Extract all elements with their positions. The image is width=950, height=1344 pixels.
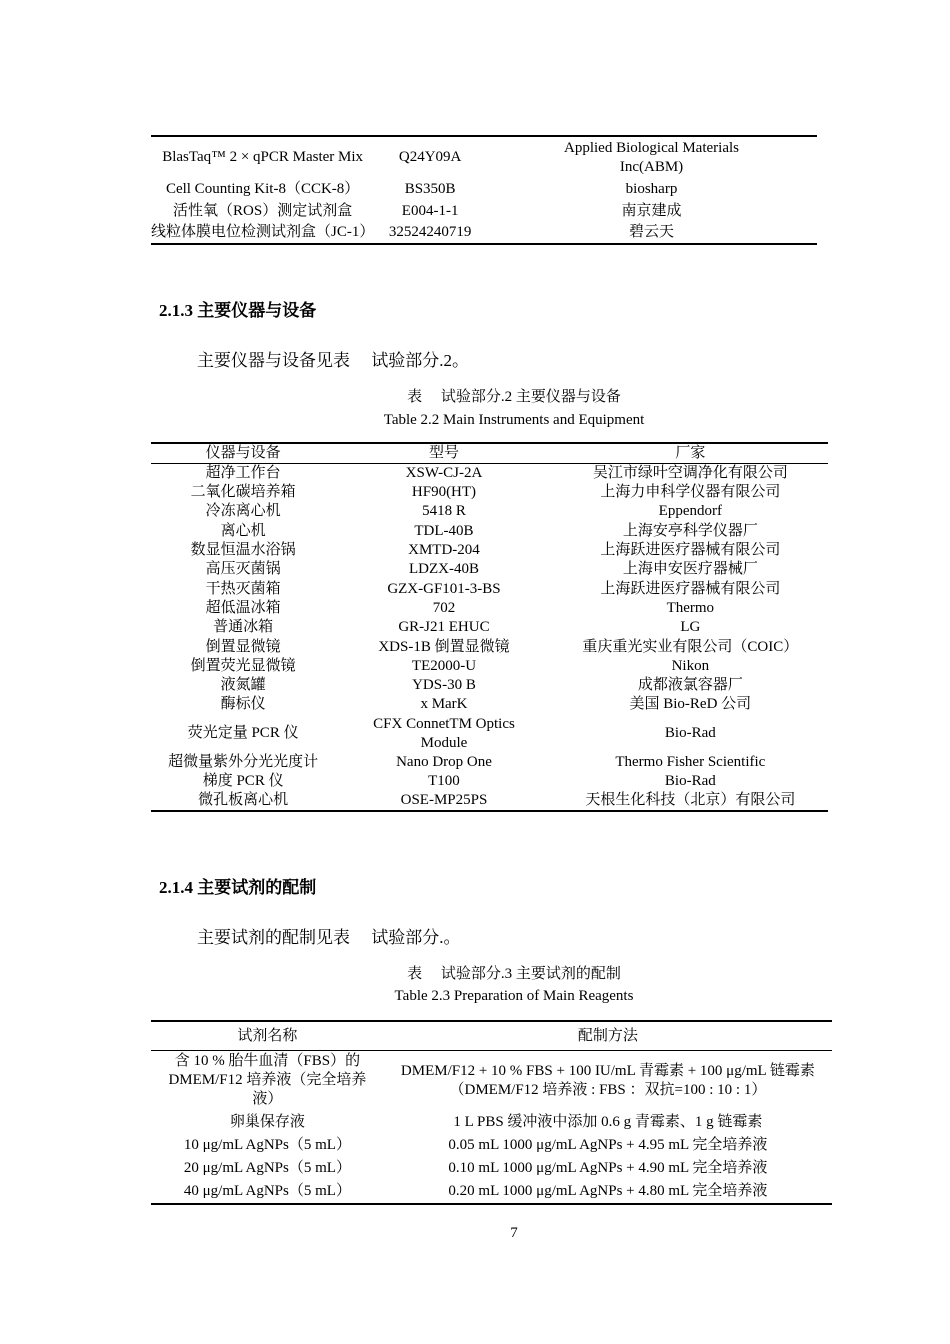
table-cell: OSE-MP25PS: [400, 792, 488, 809]
table-cell: Applied Biological Materials Inc(ABM): [564, 139, 739, 175]
table-cell: YDS-30 B: [412, 677, 476, 694]
table-cell: 超微量紫外分光光度计: [168, 753, 319, 770]
table-cell: 0.05 mL 1000 μg/mL AgNPs + 4.95 mL 完全培养液: [448, 1136, 768, 1153]
table-cell: 卵巢保存液: [229, 1113, 305, 1130]
table-cell: 离心机: [220, 522, 266, 539]
table-cell: 线粒体膜电位检测试剂盒（JC-1）: [151, 224, 375, 240]
table-cell: Nikon: [671, 657, 710, 674]
table-cell: 倒置荧光显微镜: [190, 657, 296, 674]
table-row: [151, 599, 828, 618]
table-row: [151, 136, 817, 178]
table-row: [151, 695, 828, 714]
table-cell: 酶标仪: [220, 696, 266, 713]
table-cell: 20 μg/mL AgNPs（5 mL）: [183, 1159, 351, 1176]
table-caption-en: Table 2.2 Main Instruments and Equipment: [383, 412, 645, 428]
table-cell: 40 μg/mL AgNPs（5 mL）: [183, 1182, 351, 1199]
column-header: 厂家: [553, 443, 828, 464]
table-cell: 上海跃进医疗器械有限公司: [600, 542, 781, 559]
table-row: [151, 1157, 832, 1180]
table-cell: XDS-1B 倒置显微镜: [378, 638, 510, 655]
table-cell: 梯度 PCR 仪: [202, 773, 284, 789]
table-cell: 上海申安医疗器械厂: [622, 561, 758, 578]
table-cell: LDZX-40B: [408, 561, 479, 578]
table-cell: 成都液氯容器厂: [637, 677, 743, 694]
section-paragraph: 主要仪器与设备见表 试验部分.2。: [197, 351, 469, 370]
section-heading: 2.1.3 主要仪器与设备: [159, 301, 317, 320]
table-cell: 活性氧（ROS）测定试剂盒: [173, 202, 353, 219]
table-cell: Bio-Rad: [664, 725, 716, 742]
table-cell: LG: [680, 619, 701, 636]
table-cell: 二氧化碳培养箱: [190, 484, 296, 501]
table-cell: 数显恒温水浴锅: [190, 542, 296, 559]
table-cell: BS350B: [404, 180, 456, 197]
table-row: [151, 483, 828, 502]
table-cell: 5418 R: [422, 503, 466, 520]
table-cell: BlasTaq™ 2 × qPCR Master Mix: [162, 149, 364, 165]
table-row: [151, 1134, 832, 1157]
table-cell: Thermo Fisher Scientific: [615, 753, 766, 770]
table-cell: 超低温冰箱: [205, 599, 281, 616]
table-cell: 美国 Bio-ReD 公司: [629, 696, 752, 713]
table-cell: Eppendorf: [658, 503, 722, 520]
table-cell: Q24Y09A: [398, 149, 462, 165]
table-header-row: [151, 443, 828, 464]
table-caption-cn: 表 试验部分.3 主要试剂的配制: [407, 966, 621, 982]
table-row: [151, 464, 828, 484]
table-cell: E004-1-1: [401, 202, 459, 219]
section-paragraph: 主要试剂的配制见表 试验部分.。: [197, 928, 461, 947]
table-row: [151, 1111, 832, 1134]
table-cell: DMEM/F12 + 10 % FBS + 100 IU/mL 青霉素 + 100 μg/mL 链霉素（DMEM/F12 培养液 : FBS ：双抗=100 : 10 : 1）: [400, 1062, 815, 1098]
table-row: [151, 753, 828, 772]
table-cell: 荧光定量 PCR 仪: [187, 725, 299, 742]
table-row: [151, 541, 828, 560]
table-row: [151, 1180, 832, 1204]
table-row: [151, 715, 828, 753]
table-cell: CFX ConnetTM Optics Module: [373, 715, 515, 751]
column-header: 配制方法: [384, 1021, 832, 1051]
table-cell: 上海跃进医疗器械有限公司: [600, 580, 781, 597]
table-cell: 702: [432, 599, 456, 616]
column-header: 型号: [335, 443, 552, 464]
table-row: [151, 1051, 832, 1111]
table-cell: biosharp: [625, 180, 678, 197]
table-row: [151, 637, 828, 656]
table-cell: 吴江市绿叶空调净化有限公司: [592, 465, 788, 481]
table-cell: 干热灭菌箱: [205, 580, 281, 597]
table-cell: Cell Counting Kit-8（CCK-8）: [165, 180, 360, 197]
section-heading: 2.1.4 主要试剂的配制: [159, 878, 317, 897]
table-row: [151, 772, 828, 791]
table-cell: x MarK: [420, 696, 468, 713]
table-cell: 倒置显微镜: [205, 638, 281, 655]
table-header-row: [151, 1021, 832, 1051]
table-row: [151, 178, 817, 200]
table-cell: 重庆重光实业有限公司（COIC）: [582, 638, 799, 655]
table-row: [151, 791, 828, 811]
table-cell: TDL-40B: [414, 522, 474, 539]
table-cell: 微孔板离心机: [198, 792, 289, 809]
table-cell: GZX-GF101-3-BS: [387, 580, 501, 597]
table-cell: 32524240719: [388, 224, 472, 240]
reagents-table-continued: [151, 135, 817, 245]
table-cell: 1 L PBS 缓冲液中添加 0.6 g 青霉素、1 g 链霉素: [453, 1113, 763, 1130]
table-row: [151, 618, 828, 637]
column-header: 试剂名称: [151, 1021, 384, 1051]
table-cell: 含 10 % 胎牛血清（FBS）的 DMEM/F12 培养液（完全培养液）: [168, 1053, 367, 1108]
reagent-preparation-table: [151, 1020, 832, 1205]
table-cell: Thermo: [666, 599, 715, 616]
table-cell: 碧云天: [629, 224, 675, 240]
table-cell: 南京建成: [621, 202, 682, 219]
table-cell: 超净工作台: [205, 465, 281, 481]
table-cell: GR-J21 EHUC: [398, 619, 490, 636]
table-cell: 液氮罐: [220, 677, 266, 694]
table-cell: 普通冰箱: [213, 619, 274, 636]
table-row: [151, 657, 828, 676]
table-cell: Nano Drop One: [396, 753, 492, 770]
table-cell: 上海安亭科学仪器厂: [622, 522, 758, 539]
table-caption-cn: 表 试验部分.2 主要仪器与设备: [407, 389, 621, 405]
table-cell: Bio-Rad: [664, 773, 716, 789]
table-caption-en: Table 2.3 Preparation of Main Reagents: [394, 988, 634, 1004]
table-cell: XSW-CJ-2A: [405, 465, 483, 481]
table-cell: T100: [428, 773, 460, 789]
table-cell: TE2000-U: [411, 657, 477, 674]
page-number: 7: [510, 1225, 518, 1241]
table-row: [151, 579, 828, 598]
table-cell: 10 μg/mL AgNPs（5 mL）: [183, 1136, 351, 1153]
instruments-table: [151, 442, 828, 812]
table-row: [151, 522, 828, 541]
table-cell: XMTD-204: [408, 542, 480, 559]
table-cell: 上海力申科学仪器有限公司: [600, 484, 781, 501]
table-row: [151, 222, 817, 244]
table-cell: 0.20 mL 1000 μg/mL AgNPs + 4.80 mL 完全培养液: [448, 1182, 768, 1199]
table-row: [151, 502, 828, 521]
table-cell: 冷冻离心机: [205, 503, 281, 520]
table-cell: 天根生化科技（北京）有限公司: [585, 792, 796, 809]
table-cell: 高压灭菌锅: [205, 561, 281, 578]
table-cell: HF90(HT): [411, 484, 477, 501]
table-cell: 0.10 mL 1000 μg/mL AgNPs + 4.90 mL 完全培养液: [448, 1159, 768, 1176]
column-header: 仪器与设备: [151, 443, 335, 464]
table-row: [151, 200, 817, 222]
table-row: [151, 676, 828, 695]
table-row: [151, 560, 828, 579]
